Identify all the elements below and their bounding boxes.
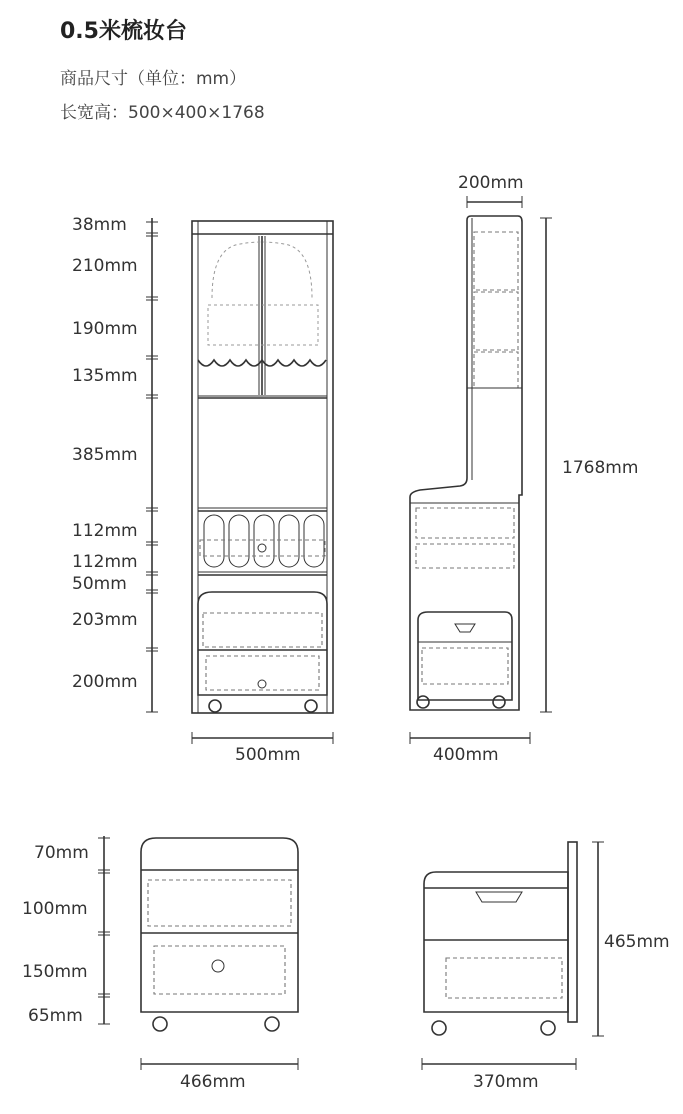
front-dim-4: 385mm [72, 445, 138, 465]
stool-front-height-chain [98, 836, 110, 1024]
front-dim-2: 190mm [72, 319, 138, 339]
front-dim-5: 112mm [72, 521, 138, 541]
stool-dim-2: 150mm [22, 962, 88, 982]
stool-dim-3: 65mm [28, 1006, 83, 1026]
spec-size-label: 商品尺寸（单位：mm） [60, 69, 247, 89]
page-title: 0.5米梳妆台 [60, 19, 187, 44]
stool-dim-0: 70mm [34, 843, 89, 863]
stool-side-height-label: 465mm [604, 932, 670, 952]
front-dim-3: 135mm [72, 366, 138, 386]
stool-side-view [424, 842, 577, 1035]
front-dim-6: 112mm [72, 552, 138, 572]
stool-dim-1: 100mm [22, 899, 88, 919]
side-height-dim [540, 218, 552, 712]
side-top-label: 200mm [458, 173, 524, 193]
front-width-dim [192, 732, 333, 744]
stool-front-width-dim [141, 1058, 298, 1070]
spec-dimensions-label: 长宽高：500×400×1768 [60, 103, 265, 123]
stool-front-view [141, 838, 298, 1031]
stool-side-depth-label: 370mm [473, 1072, 539, 1092]
front-view-cabinet [192, 221, 333, 713]
front-dim-7: 50mm [72, 574, 127, 594]
side-height-label: 1768mm [562, 458, 639, 478]
front-dim-1: 210mm [72, 256, 138, 276]
stool-side-height-dim [592, 842, 604, 1036]
front-height-chain [146, 218, 158, 712]
front-width-label: 500mm [235, 745, 301, 765]
stool-front-width-label: 466mm [180, 1072, 246, 1092]
front-dim-8: 203mm [72, 610, 138, 630]
front-dim-0: 38mm [72, 215, 127, 235]
side-view-cabinet [410, 216, 522, 710]
side-top-dim [467, 196, 522, 208]
side-depth-dim [410, 732, 530, 744]
front-dim-9: 200mm [72, 672, 138, 692]
stool-side-depth-dim [422, 1058, 576, 1070]
side-depth-label: 400mm [433, 745, 499, 765]
